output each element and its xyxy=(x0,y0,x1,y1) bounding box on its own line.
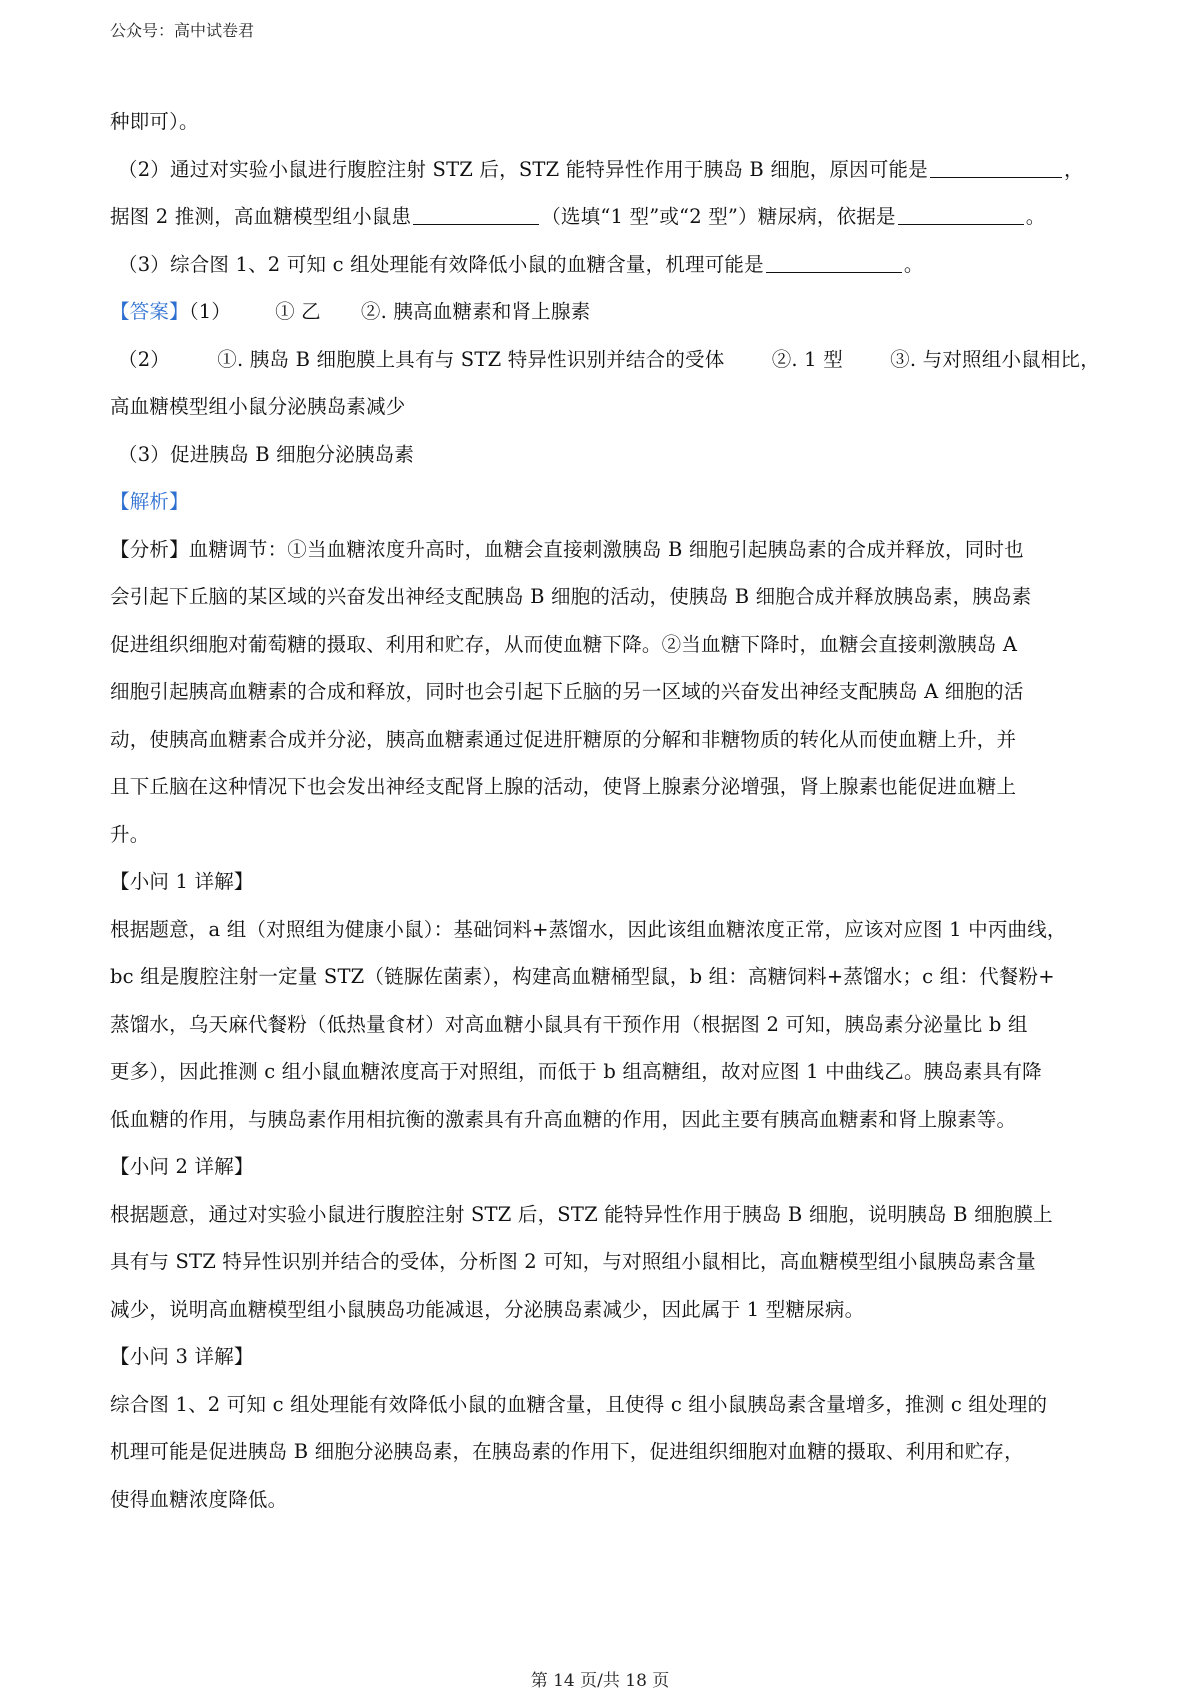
question-3-line xyxy=(110,241,1100,289)
answer-blank xyxy=(413,206,539,225)
answer-blank xyxy=(930,159,1062,178)
document-body xyxy=(110,98,1100,1523)
answer-2-item-2: ②. 1 型 xyxy=(771,347,843,371)
analysis-line: 动，使胰高血糖素合成并分泌，胰高血糖素通过促进肝糖原的分解和非糖物质的转化从而使血糖上升，并 xyxy=(110,727,1017,751)
answer-1-line xyxy=(110,288,1100,336)
punctuation: 。 xyxy=(903,252,924,276)
answer-2-number: （2） xyxy=(118,347,171,371)
subquestion-2-section xyxy=(110,1191,1100,1334)
subquestion-2-title: 【小问 2 详解】 xyxy=(110,1155,254,1178)
question-2-line-2 xyxy=(110,193,1100,241)
answer-1-item-2: ②. 胰高血糖素和肾上腺素 xyxy=(360,300,591,323)
answer-2-line xyxy=(110,336,1100,384)
analysis-line: 细胞引起胰高血糖素的合成和释放，同时也会引起下丘脑的另一区域的兴奋发出神经支配胰岛 A 细胞的活 xyxy=(110,680,1024,703)
answer-2-item-3: ③. 与对照组小鼠相比， xyxy=(890,347,1100,371)
analysis-line: 【分析】血糖调节：①当血糖浓度升高时，血糖会直接刺激胰岛 B 细胞引起胰岛素的合成并释放，同时也 xyxy=(110,537,1024,561)
source-header: 公众号：高中试卷君 xyxy=(110,21,255,40)
analysis-section xyxy=(110,526,1100,859)
answer-2-item-1: ①. 胰岛 B 细胞膜上具有与 STZ 特异性识别并结合的受体 xyxy=(217,347,725,371)
subquestion-2-line: 根据题意，通过对实验小鼠进行腹腔注射 STZ 后，STZ 能特异性作用于胰岛 B 细胞，说明胰岛 B 细胞膜上 xyxy=(110,1202,1053,1226)
analysis-label: 【解析】 xyxy=(110,490,189,513)
subquestion-1-line: 低血糖的作用，与胰岛素作用相抗衡的激素具有升高血糖的作用，因此主要有胰高血糖素和肾上腺素等。 xyxy=(110,1107,1017,1131)
subquestion-1-line: bc 组是腹腔注射一定量 STZ（链脲佐菌素），构建高血糖桶型鼠，b 组：高糖饲料+蒸馏水；c 组：代餐粉+ xyxy=(110,965,1055,988)
subquestion-1-title: 【小问 1 详解】 xyxy=(110,870,254,893)
subquestion-1-line: 更多），因此推测 c 组小鼠血糖浓度高于对照组，而低于 b 组高糖组，故对应图 1 中曲线乙。胰岛素具有降 xyxy=(110,1060,1042,1083)
punctuation: 。 xyxy=(1025,205,1046,228)
page-number: 第 14 页/共 18 页 xyxy=(530,1671,670,1691)
question-continuation: 种即可）。 xyxy=(110,110,199,133)
subquestion-2-line: 减少，说明高血糖模型组小鼠胰岛功能减退，分泌胰岛素减少，因此属于 1 型糖尿病。 xyxy=(110,1297,865,1321)
question-3-text: （3）综合图 1、2 可知 c 组处理能有效降低小鼠的血糖含量，机理可能是 xyxy=(118,252,764,276)
answer-3-line: （3）促进胰岛 B 细胞分泌胰岛素 xyxy=(118,442,415,466)
subquestion-1-line: 蒸馏水，乌天麻代餐粉（低热量食材）对高血糖小鼠具有干预作用（根据图 2 可知，胰岛素分泌量比 b 组 xyxy=(110,1012,1028,1036)
analysis-line: 促进组织细胞对葡萄糖的摄取、利用和贮存，从而使血糖下降。②当血糖下降时，血糖会直接刺激胰岛 A xyxy=(110,632,1018,656)
answer-1-number: （1） xyxy=(188,300,232,323)
answer-blank xyxy=(766,254,902,273)
subquestion-3-title: 【小问 3 详解】 xyxy=(110,1345,254,1368)
answer-blank xyxy=(898,206,1024,225)
punctuation: ， xyxy=(1063,157,1084,181)
answer-label: 【答案】 xyxy=(110,300,189,323)
subquestion-3-section xyxy=(110,1381,1100,1524)
subquestion-2-line: 具有与 STZ 特异性识别并结合的受体，分析图 2 可知，与对照组小鼠相比，高血糖模型组小鼠胰岛素含量 xyxy=(110,1250,1036,1273)
question-2-text: 据图 2 推测，高血糖模型组小鼠患 xyxy=(110,205,412,228)
analysis-line: 会引起下丘脑的某区域的兴奋发出神经支配胰岛 B 细胞的活动，使胰岛 B 细胞合成并释放胰岛素，胰岛素 xyxy=(110,585,1032,608)
analysis-line: 升。 xyxy=(110,822,150,846)
question-2-text: （选填“1 型”或“2 型”）糖尿病，依据是 xyxy=(541,205,896,228)
answer-2-continuation: 高血糖模型组小鼠分泌胰岛素减少 xyxy=(110,395,406,418)
subquestion-3-line: 使得血糖浓度降低。 xyxy=(110,1487,288,1511)
analysis-line: 且下丘脑在这种情况下也会发出神经支配肾上腺的活动，使肾上腺素分泌增强，肾上腺素也能促进血糖上 xyxy=(110,775,1017,798)
answer-1-item-1: ① 乙 xyxy=(275,300,321,323)
question-2-line-1 xyxy=(110,146,1100,194)
subquestion-1-line: 根据题意，a 组（对照组为健康小鼠）：基础饲料+蒸馏水，因此该组血糖浓度正常，应该对应图 1 中丙曲线， xyxy=(110,917,1067,941)
subquestion-3-line: 机理可能是促进胰岛 B 细胞分泌胰岛素，在胰岛素的作用下，促进组织细胞对血糖的摄取、利用和贮存， xyxy=(110,1440,1024,1463)
question-2-text: （2）通过对实验小鼠进行腹腔注射 STZ 后，STZ 能特异性作用于胰岛 B 细胞，原因可能是 xyxy=(118,157,928,181)
subquestion-3-line: 综合图 1、2 可知 c 组处理能有效降低小鼠的血糖含量，且使得 c 组小鼠胰岛素含量增多，推测 c 组处理的 xyxy=(110,1392,1048,1416)
subquestion-1-section xyxy=(110,906,1100,1144)
